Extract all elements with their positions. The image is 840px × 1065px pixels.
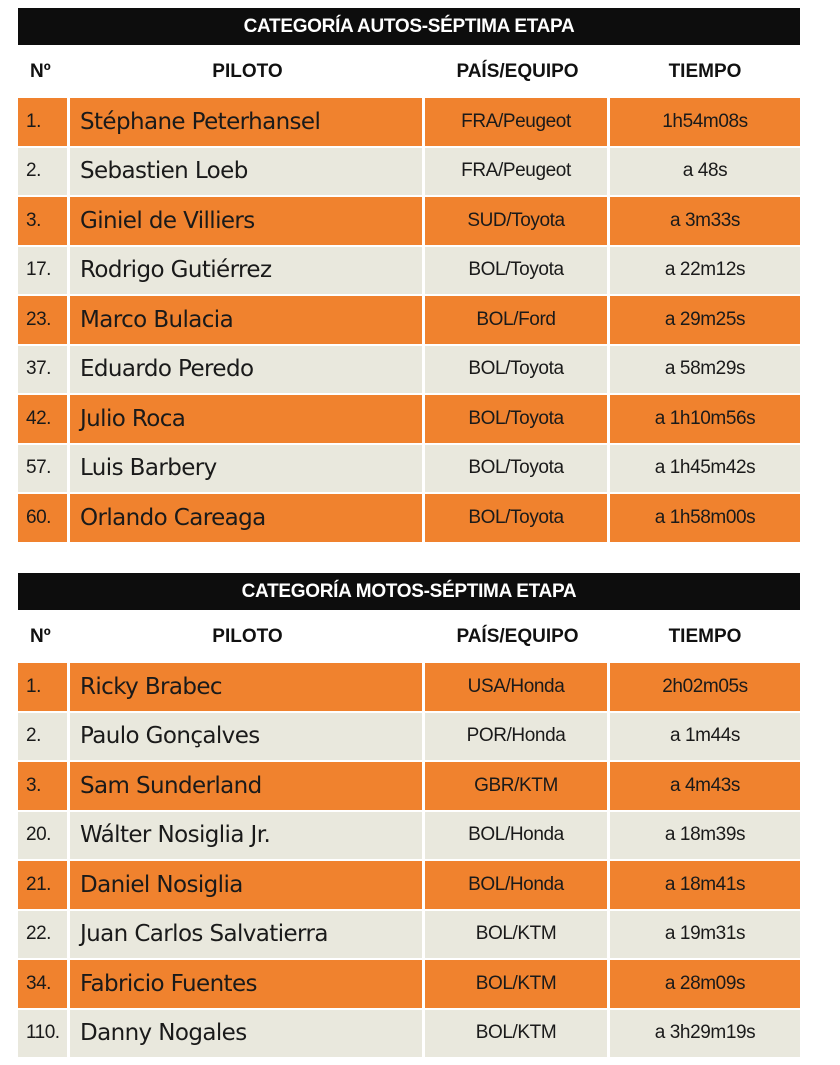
cell-no: 42. <box>18 395 70 445</box>
cell-no: 22. <box>18 911 70 961</box>
cell-pais: BOL/Toyota <box>425 494 610 544</box>
cell-pais: BOL/Toyota <box>425 247 610 297</box>
cell-no: 23. <box>18 296 70 346</box>
cell-no: 17. <box>18 247 70 297</box>
table-row <box>18 812 800 862</box>
cell-tiempo: a 1h45m42s <box>610 445 800 495</box>
header-piloto: PILOTO <box>212 60 283 82</box>
table-header-row <box>18 610 800 663</box>
cell-pais: FRA/Peugeot <box>425 98 610 148</box>
table-row <box>18 960 800 1010</box>
table-row <box>18 148 800 198</box>
cell-piloto: Orlando Careaga <box>70 494 425 544</box>
cell-no: 57. <box>18 445 70 495</box>
cell-pais: POR/Honda <box>425 713 610 763</box>
header-no: Nº <box>30 60 51 82</box>
cell-pais: BOL/KTM <box>425 1010 610 1060</box>
cell-no: 60. <box>18 494 70 544</box>
cell-tiempo: a 18m41s <box>610 861 800 911</box>
cell-tiempo: a 28m09s <box>610 960 800 1010</box>
table-row <box>18 494 800 544</box>
cell-no: 3. <box>18 197 70 247</box>
cell-piloto: Daniel Nosiglia <box>70 861 425 911</box>
header-tiempo: TIEMPO <box>668 625 742 647</box>
cell-tiempo: a 1h10m56s <box>610 395 800 445</box>
cell-piloto: Sebastien Loeb <box>70 148 425 198</box>
table-row <box>18 197 800 247</box>
cell-piloto: Rodrigo Gutiérrez <box>70 247 425 297</box>
cell-tiempo: a 1m44s <box>610 713 800 763</box>
cell-pais: BOL/Toyota <box>425 395 610 445</box>
cell-piloto: Wálter Nosiglia Jr. <box>70 812 425 862</box>
table-row <box>18 713 800 763</box>
cell-pais: BOL/Toyota <box>425 346 610 396</box>
table-rows <box>18 98 800 544</box>
cell-piloto: Giniel de Villiers <box>70 197 425 247</box>
cell-no: 34. <box>18 960 70 1010</box>
cell-no: 21. <box>18 861 70 911</box>
table-row <box>18 395 800 445</box>
cell-pais: BOL/KTM <box>425 960 610 1010</box>
cell-no: 1. <box>18 663 70 713</box>
cell-pais: FRA/Peugeot <box>425 148 610 198</box>
cell-tiempo: a 48s <box>610 148 800 198</box>
cell-no: 2. <box>18 148 70 198</box>
table-row <box>18 762 800 812</box>
cell-no: 1. <box>18 98 70 148</box>
table-row <box>18 663 800 713</box>
cell-tiempo: a 1h58m00s <box>610 494 800 544</box>
cell-pais: BOL/Honda <box>425 861 610 911</box>
cell-pais: BOL/KTM <box>425 911 610 961</box>
cell-piloto: Paulo Gonçalves <box>70 713 425 763</box>
table-row <box>18 911 800 961</box>
cell-piloto: Sam Sunderland <box>70 762 425 812</box>
cell-no: 2. <box>18 713 70 763</box>
cell-piloto: Julio Roca <box>70 395 425 445</box>
table-row <box>18 98 800 148</box>
table-row <box>18 445 800 495</box>
cell-pais: BOL/Ford <box>425 296 610 346</box>
cell-tiempo: a 4m43s <box>610 762 800 812</box>
table-row <box>18 346 800 396</box>
cell-no: 3. <box>18 762 70 812</box>
table-row <box>18 296 800 346</box>
cell-pais: GBR/KTM <box>425 762 610 812</box>
cell-tiempo: a 29m25s <box>610 296 800 346</box>
table-header-row <box>18 45 800 98</box>
cell-piloto: Marco Bulacia <box>70 296 425 346</box>
header-pais: PAÍS/EQUIPO <box>456 60 579 82</box>
cell-no: 110. <box>18 1010 70 1060</box>
table-rows <box>18 663 800 1059</box>
cell-pais: BOL/Honda <box>425 812 610 862</box>
cell-tiempo: a 22m12s <box>610 247 800 297</box>
cell-piloto: Fabricio Fuentes <box>70 960 425 1010</box>
header-no: Nº <box>30 625 51 647</box>
table-row <box>18 861 800 911</box>
table-title: CATEGORÍA AUTOS-SÉPTIMA ETAPA <box>18 8 800 45</box>
cell-piloto: Ricky Brabec <box>70 663 425 713</box>
header-piloto: PILOTO <box>212 625 283 647</box>
cell-tiempo: a 3h29m19s <box>610 1010 800 1060</box>
cell-no: 37. <box>18 346 70 396</box>
cell-tiempo: a 18m39s <box>610 812 800 862</box>
cell-tiempo: a 19m31s <box>610 911 800 961</box>
table-row <box>18 247 800 297</box>
cell-piloto: Juan Carlos Salvatierra <box>70 911 425 961</box>
cell-piloto: Danny Nogales <box>70 1010 425 1060</box>
cell-pais: SUD/Toyota <box>425 197 610 247</box>
cell-no: 20. <box>18 812 70 862</box>
cell-tiempo: 1h54m08s <box>610 98 800 148</box>
table-title: CATEGORÍA MOTOS-SÉPTIMA ETAPA <box>18 573 800 610</box>
table-row <box>18 1010 800 1060</box>
cell-tiempo: a 58m29s <box>610 346 800 396</box>
cell-piloto: Stéphane Peterhansel <box>70 98 425 148</box>
cell-pais: BOL/Toyota <box>425 445 610 495</box>
header-tiempo: TIEMPO <box>668 60 742 82</box>
cell-tiempo: 2h02m05s <box>610 663 800 713</box>
header-pais: PAÍS/EQUIPO <box>456 625 579 647</box>
cell-pais: USA/Honda <box>425 663 610 713</box>
cell-tiempo: a 3m33s <box>610 197 800 247</box>
cell-piloto: Eduardo Peredo <box>70 346 425 396</box>
autos-results-table <box>18 8 800 544</box>
cell-piloto: Luis Barbery <box>70 445 425 495</box>
motos-results-table <box>18 573 800 1059</box>
